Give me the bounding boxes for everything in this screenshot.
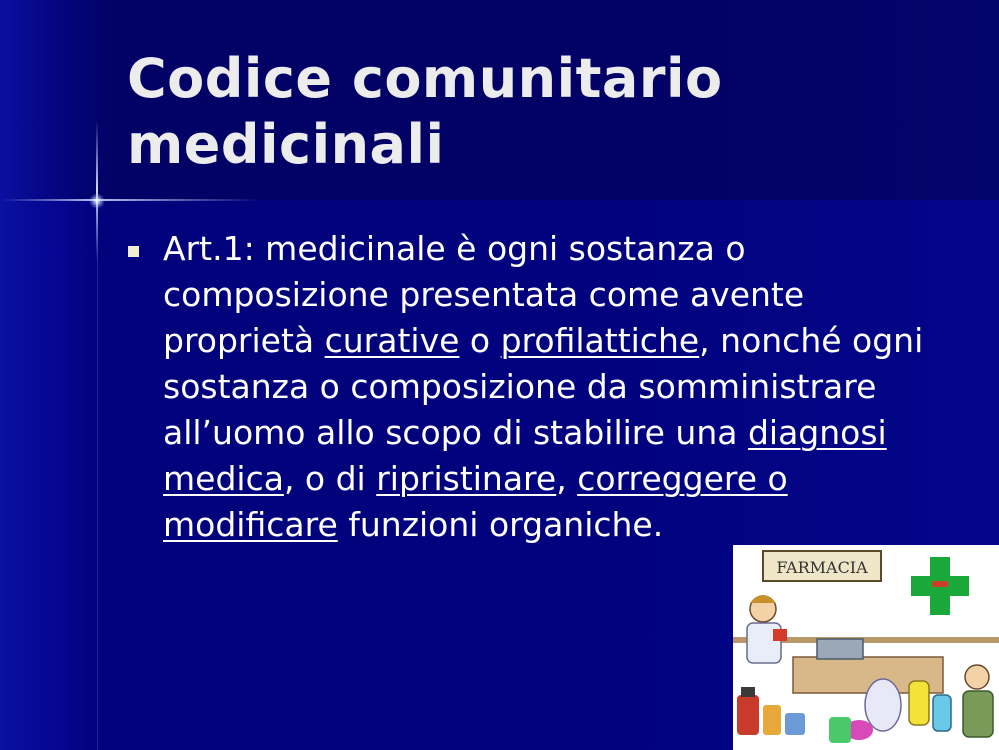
underlined-term-ripristinare: ripristinare [376,459,557,498]
slide-title [127,46,967,178]
pharmacy-illustration [733,545,999,750]
customer-figure [963,665,993,737]
green-cross-icon [911,557,969,615]
bullet-square-icon [128,246,139,257]
pharmacy-sign-text: FARMACIA [776,558,868,577]
light-flare-vertical [96,120,98,260]
text-segment: o [459,321,501,360]
decorative-vertical-line [97,200,98,750]
text-segment: Art.1: medicinale è ogni sostanza o composizione presentata come avente proprietà [163,229,805,360]
text-segment: , [556,459,578,498]
pharmacist-figure [747,595,787,663]
pharmacy-clipart [733,545,999,750]
text-segment: funzioni organiche. [337,505,664,544]
light-flare-horizontal [0,199,260,201]
text-segment: , o di [283,459,377,498]
title-line-2: medicinali [127,113,445,176]
title-line-1: Codice comunitario [127,47,723,110]
underlined-term-correggere-o-modificare: correggere o modificare [163,459,788,544]
cash-register [817,639,863,659]
light-flare-center [89,193,105,209]
underlined-term-profilattiche: profilattiche [500,321,700,360]
bullet-text [163,226,943,548]
text-segment: , nonché ogni sostanza o composizione da somministrare all’uomo allo scopo di stabilire una [163,321,924,452]
underlined-term-diagnosi-medica: diagnosi medica [163,413,887,498]
underlined-term-curative: curative [324,321,460,360]
